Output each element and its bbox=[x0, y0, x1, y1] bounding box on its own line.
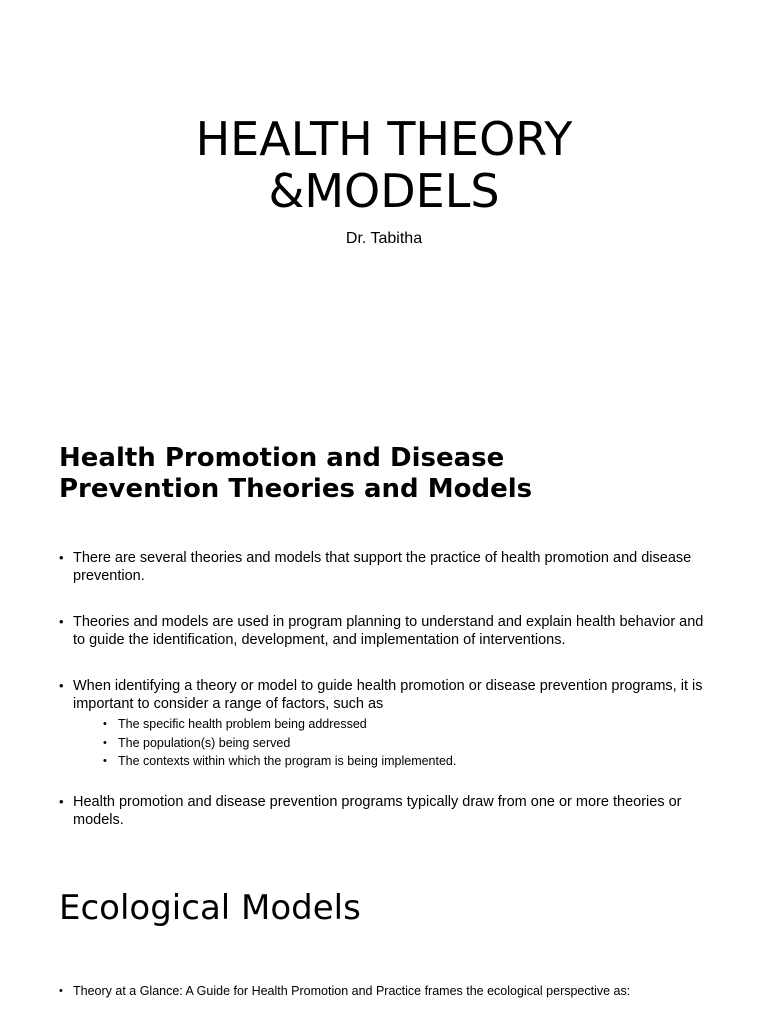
bullet-item bbox=[59, 677, 719, 771]
slide-title-line-2: &MODELS bbox=[268, 164, 500, 218]
section-heading-ecological: Ecological Models bbox=[59, 888, 361, 928]
sub-bullet-item: • The contexts within which the program is being implemented. bbox=[103, 752, 719, 771]
bullet-list-ecological bbox=[59, 982, 749, 1000]
bullet-item: • There are several theories and models that support the practice of health promotion and disease prevention. bbox=[59, 549, 719, 585]
bullet-list bbox=[59, 549, 719, 829]
sub-bullet-item: • The specific health problem being addressed bbox=[103, 715, 719, 734]
bullet-item: • Health promotion and disease prevention programs typically draw from one or more theories or models. bbox=[59, 793, 719, 829]
sub-bullet-list bbox=[103, 715, 719, 771]
bullet-item-text: When identifying a theory or model to guide health promotion or disease prevention programs, it is important to consider a range of factors, such as bbox=[73, 678, 703, 712]
slide-title-line-1: HEALTH THEORY bbox=[195, 112, 573, 166]
section-heading bbox=[59, 443, 532, 505]
sub-bullet-item: • The population(s) being served bbox=[103, 734, 719, 753]
section-heading-line-2: Prevention Theories and Models bbox=[59, 474, 533, 504]
slide-subtitle-author: Dr. Tabitha bbox=[345, 230, 423, 247]
bullet-item: • Theories and models are used in program planning to understand and explain health behavior and to guide the identification, development, and implementation of interventions. bbox=[59, 613, 719, 649]
slide-title bbox=[0, 113, 768, 217]
bullet-item: • Theory at a Glance: A Guide for Health Promotion and Practice frames the ecological perspective as: bbox=[59, 982, 749, 1000]
section-heading-line-1: Health Promotion and Disease bbox=[59, 443, 505, 473]
